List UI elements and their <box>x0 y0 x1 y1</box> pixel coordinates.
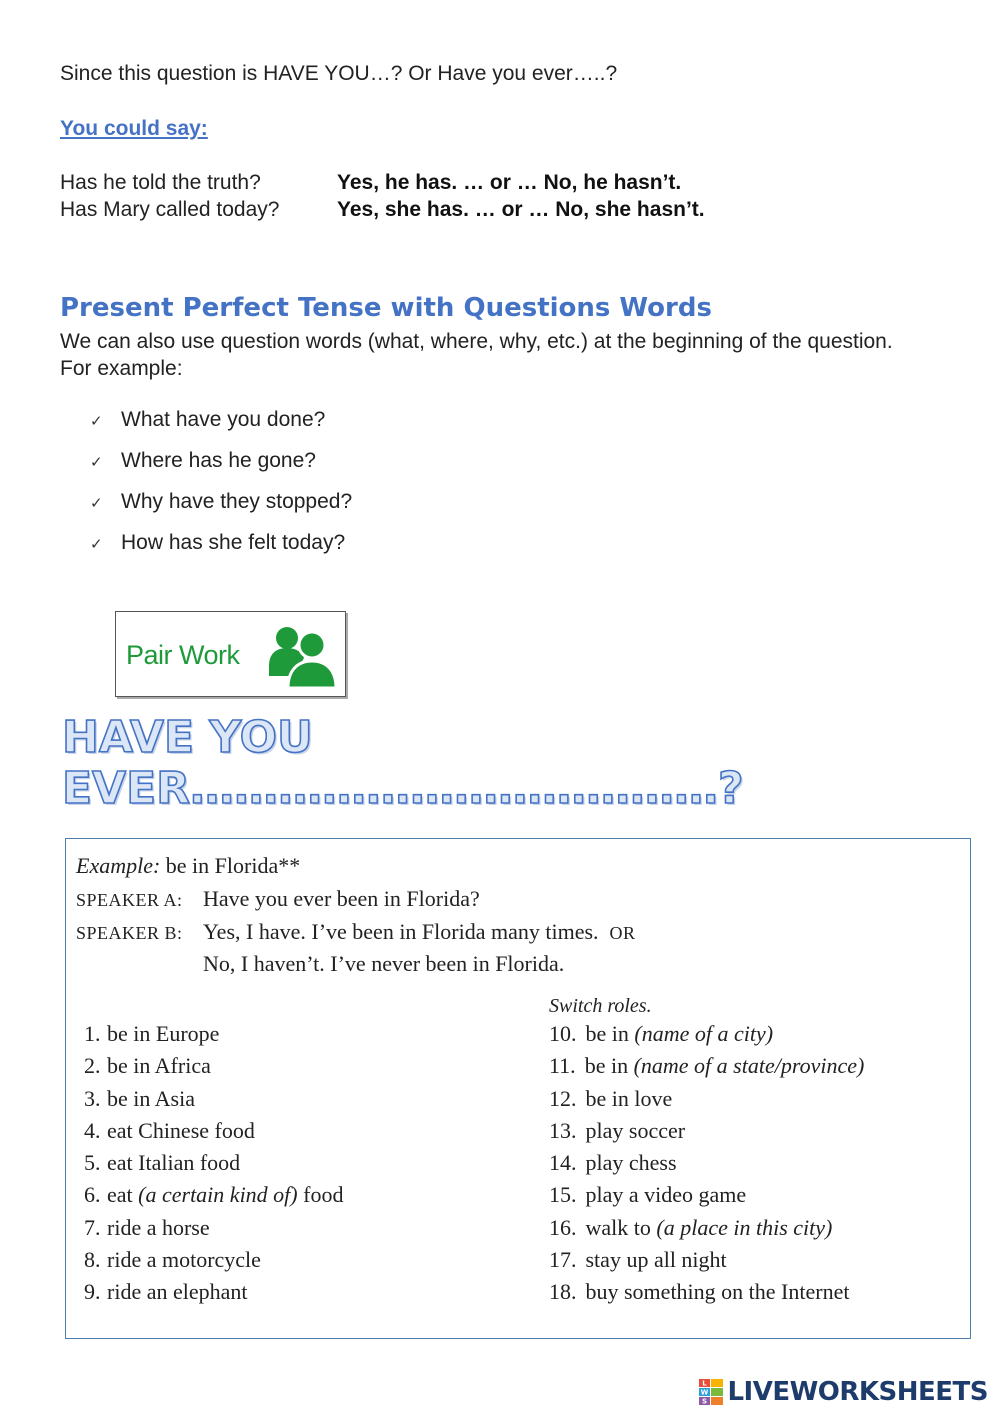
speaker-b-text: Yes, I have. I’ve been in Florida many times. <box>203 919 599 944</box>
example-list <box>90 408 352 572</box>
section-title: Present Perfect Tense with Questions Words <box>60 293 712 323</box>
item-text: ride an elephant <box>107 1279 248 1305</box>
item-text: buy something on the Internet <box>585 1279 850 1305</box>
intro-text: Since this question is HAVE YOU…? Or Have you ever…..? <box>60 62 618 85</box>
pair-work-label: Pair Work <box>126 640 240 670</box>
item-number: 8. <box>84 1247 101 1273</box>
you-could-say-heading: You could say: <box>60 117 208 140</box>
item-text: ride a motorcycle <box>107 1247 261 1273</box>
svg-text:S: S <box>702 1397 708 1406</box>
liveworksheets-brand[interactable]: LIVEWORKSHEETS <box>727 1377 988 1407</box>
item-number: 4. <box>84 1117 101 1143</box>
item-number: 10. <box>549 1021 577 1046</box>
item-text: play a video game <box>585 1182 747 1208</box>
list-item <box>549 1118 864 1150</box>
item-text: food <box>297 1182 344 1208</box>
list-item <box>549 1150 864 1182</box>
example-text: What have you done? <box>121 408 326 431</box>
list-item <box>84 1247 343 1279</box>
item-number: 11. <box>549 1053 576 1079</box>
item-number: 12. <box>549 1085 577 1111</box>
item-text: be in <box>584 1053 634 1079</box>
example-prompt: be in Florida** <box>160 853 301 878</box>
list-item <box>549 1021 864 1053</box>
answer-reply-1: Yes, he has. … or … No, he hasn’t. <box>337 171 682 194</box>
list-item <box>84 1118 343 1150</box>
item-number: 7. <box>84 1214 101 1240</box>
have-you-ever-title: HAVE YOU EVER………………………………? <box>62 712 744 814</box>
list-item <box>549 1182 864 1214</box>
item-text: be in Africa <box>107 1053 211 1079</box>
item-number: 14. <box>549 1150 577 1176</box>
list-item <box>84 1150 343 1182</box>
item-text: be in love <box>585 1085 673 1111</box>
item-text: eat Chinese food <box>107 1117 255 1143</box>
speaker-a-label: SPEAKER A: <box>76 890 183 910</box>
example-label: Example: <box>76 853 161 878</box>
item-number: 17. <box>549 1247 577 1273</box>
check-icon: ✓ <box>90 536 103 553</box>
list-item <box>90 490 352 531</box>
speaker-a-text: Have you ever been in Florida? <box>203 886 480 911</box>
list-item <box>84 1215 343 1247</box>
item-number: 13. <box>549 1117 577 1143</box>
item-italic: (a place in this city) <box>656 1214 833 1240</box>
list-item <box>549 1086 864 1118</box>
item-number: 18. <box>549 1279 577 1305</box>
item-number: 2. <box>84 1053 101 1079</box>
item-italic: (name of a city) <box>634 1021 774 1046</box>
right-item-list <box>549 1021 864 1312</box>
liveworksheets-logo-icon <box>698 1378 724 1406</box>
item-text: be in Europe <box>107 1021 220 1046</box>
pair-people-icon <box>266 618 338 690</box>
list-item <box>84 1021 343 1053</box>
list-item <box>549 1215 864 1247</box>
item-text: stay up all night <box>585 1247 727 1273</box>
check-icon: ✓ <box>90 454 103 471</box>
check-icon: ✓ <box>90 495 103 512</box>
svg-text:L: L <box>702 1379 708 1388</box>
item-text: play chess <box>585 1150 677 1176</box>
item-text: be in <box>585 1021 635 1046</box>
list-item <box>90 531 352 572</box>
exercise-box <box>65 838 971 1339</box>
list-item <box>549 1053 864 1085</box>
answer-question-2: Has Mary called today? <box>60 198 280 221</box>
speaker-b-text-2: No, I haven’t. I’ve never been in Florida. <box>203 951 565 976</box>
list-item <box>549 1247 864 1279</box>
item-number: 9. <box>84 1279 101 1305</box>
item-text: eat <box>107 1182 139 1208</box>
list-item <box>90 408 352 449</box>
item-number: 1. <box>84 1021 101 1046</box>
liveworksheets-footer <box>698 1377 988 1407</box>
item-text: be in Asia <box>107 1085 195 1111</box>
left-item-list <box>84 1021 343 1312</box>
item-text: eat Italian food <box>107 1150 241 1176</box>
answer-reply-2: Yes, she has. … or … No, she hasn’t. <box>337 198 705 221</box>
item-text: ride a horse <box>107 1214 210 1240</box>
item-number: 6. <box>84 1182 101 1208</box>
item-text: play soccer <box>585 1117 686 1143</box>
item-number: 3. <box>84 1085 101 1111</box>
item-number: 16. <box>549 1214 577 1240</box>
item-italic: (name of a state/province) <box>633 1053 865 1079</box>
pair-work-badge <box>115 611 346 697</box>
answer-question-1: Has he told the truth? <box>60 171 261 194</box>
example-text: How has she felt today? <box>121 531 346 554</box>
section-paragraph: We can also use question words (what, where, why, etc.) at the beginning of the question. For example: <box>60 330 893 380</box>
list-item <box>84 1053 343 1085</box>
list-item <box>84 1279 343 1311</box>
item-number: 15. <box>549 1182 577 1208</box>
list-item <box>84 1086 343 1118</box>
switch-roles-note: Switch roles. <box>549 995 652 1017</box>
item-italic: (a certain kind of) <box>138 1182 298 1208</box>
example-text: Where has he gone? <box>121 449 316 472</box>
list-item <box>549 1279 864 1311</box>
check-icon: ✓ <box>90 413 103 430</box>
svg-text:W: W <box>701 1388 709 1397</box>
or-label: OR <box>609 923 636 943</box>
speaker-b-label: SPEAKER B: <box>76 923 183 943</box>
example-text: Why have they stopped? <box>121 490 353 513</box>
item-number: 5. <box>84 1150 101 1176</box>
list-item <box>90 449 352 490</box>
item-text: walk to <box>585 1214 657 1240</box>
list-item <box>84 1182 343 1214</box>
